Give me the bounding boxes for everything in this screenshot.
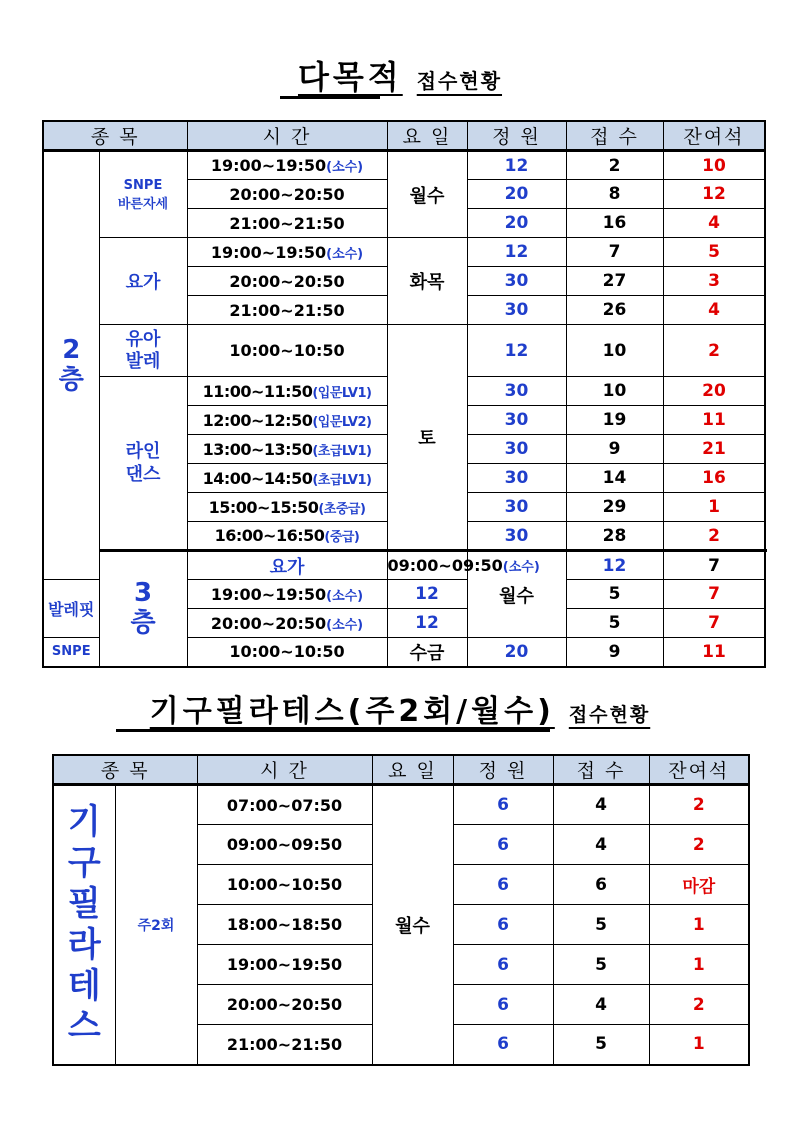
header-capacity: 정 원	[453, 755, 553, 785]
capacity-cell: 20	[467, 180, 566, 209]
capacity-cell: 30	[467, 435, 566, 464]
header-time: 시 간	[187, 121, 387, 151]
applied-cell: 19	[566, 406, 663, 435]
capacity-cell: 6	[453, 1025, 553, 1065]
remaining-cell: 마감	[649, 865, 749, 905]
table-header-row	[53, 755, 749, 785]
capacity-cell: 30	[467, 464, 566, 493]
time-cell: 07:00~07:50	[197, 785, 372, 825]
applied-cell: 14	[566, 464, 663, 493]
time-suffix: (소수)	[502, 560, 540, 575]
capacity-cell: 6	[453, 785, 553, 825]
time-cell: 20:00~20:50	[197, 985, 372, 1025]
table-row	[43, 325, 765, 377]
remaining-cell: 2	[649, 985, 749, 1025]
remaining-cell: 2	[663, 325, 765, 377]
category-yoga-3f: 요가	[187, 551, 387, 580]
title-sub: 접수현황	[568, 704, 651, 726]
category-kids-ballet: 유아 발레	[99, 325, 187, 377]
time-cell	[187, 296, 387, 325]
day-cell: 토	[387, 325, 467, 551]
time-text: 15:00~15:50	[208, 497, 319, 517]
frequency-cell: 주2회	[115, 785, 197, 1065]
time-cell	[187, 151, 387, 180]
time-text: 19:00~19:50	[210, 242, 327, 262]
applied-cell: 4	[553, 985, 649, 1025]
applied-cell: 26	[566, 296, 663, 325]
time-suffix: (소수)	[326, 160, 364, 175]
category-snpe: SNPE	[43, 638, 99, 667]
capacity-cell: 20	[467, 638, 566, 667]
category-snpe-posture: SNPE 바른자세	[99, 151, 187, 238]
time-cell	[187, 377, 387, 406]
header-capacity: 정 원	[467, 121, 566, 151]
title-equipment-pilates	[0, 686, 800, 730]
time-cell	[387, 551, 540, 580]
table-row	[43, 238, 765, 267]
table-header-row	[43, 121, 765, 151]
capacity-cell: 12	[467, 238, 566, 267]
applied-cell: 8	[566, 180, 663, 209]
title-main: 기구필라테스(주2회/월수)	[149, 694, 555, 729]
time-cell	[187, 464, 387, 493]
header-day: 요 일	[387, 121, 467, 151]
time-cell	[187, 522, 387, 551]
time-cell: 09:00~09:50	[197, 825, 372, 865]
capacity-cell: 12	[387, 609, 467, 638]
applied-cell: 5	[566, 580, 663, 609]
remaining-cell: 16	[663, 464, 765, 493]
time-suffix: (소수)	[326, 617, 364, 633]
time-cell	[187, 209, 387, 238]
remaining-cell: 11	[663, 638, 765, 667]
capacity-cell: 30	[467, 522, 566, 551]
remaining-cell: 21	[663, 435, 765, 464]
capacity-cell: 6	[453, 905, 553, 945]
floor-2-label: 2 층	[43, 151, 99, 580]
applied-cell: 9	[566, 638, 663, 667]
header-time: 시 간	[197, 755, 372, 785]
title-main: 다목적	[297, 58, 403, 96]
time-cell: 10:00~10:50	[187, 638, 387, 667]
remaining-cell: 5	[663, 238, 765, 267]
time-text: 20:00~20:50	[229, 184, 345, 204]
applied-cell: 2	[566, 151, 663, 180]
table-row	[43, 551, 765, 580]
applied-cell: 5	[553, 945, 649, 985]
capacity-cell: 6	[453, 825, 553, 865]
category-balletfit: 발레핏	[43, 580, 99, 638]
header-day: 요 일	[372, 755, 453, 785]
remaining-cell: 2	[649, 825, 749, 865]
time-suffix: (초급LV1)	[312, 472, 372, 488]
header-applied: 접 수	[553, 755, 649, 785]
category-yoga: 요가	[99, 238, 187, 325]
applied-cell: 10	[566, 377, 663, 406]
time-cell: 21:00~21:50	[197, 1025, 372, 1065]
remaining-cell: 10	[663, 151, 765, 180]
day-cell: 월수	[387, 151, 467, 238]
applied-cell: 4	[553, 785, 649, 825]
time-cell	[187, 406, 387, 435]
time-cell	[187, 493, 387, 522]
remaining-cell: 11	[663, 406, 765, 435]
table-row	[53, 785, 749, 825]
remaining-cell: 1	[649, 945, 749, 985]
capacity-cell: 12	[467, 325, 566, 377]
remaining-cell: 4	[663, 209, 765, 238]
remaining-cell: 20	[663, 377, 765, 406]
time-suffix: (입문LV2)	[312, 414, 372, 430]
floor-3-label: 3 층	[99, 551, 187, 667]
title-multipurpose	[0, 52, 800, 98]
time-text: 21:00~21:50	[229, 300, 345, 320]
day-cell: 월수	[467, 551, 566, 638]
day-cell: 화목	[387, 238, 467, 325]
capacity-cell: 30	[467, 377, 566, 406]
title-underline	[280, 96, 380, 99]
applied-cell: 10	[566, 325, 663, 377]
header-remaining: 잔여석	[649, 755, 749, 785]
time-cell	[187, 580, 387, 609]
multipurpose-schedule-table	[42, 120, 766, 668]
header-category: 종 목	[43, 121, 187, 151]
pilates-schedule-table	[52, 754, 750, 1066]
time-suffix: (입문LV1)	[312, 385, 372, 401]
remaining-cell: 2	[663, 522, 765, 551]
applied-cell: 7	[566, 238, 663, 267]
remaining-cell: 2	[649, 785, 749, 825]
time-text: 09:00~09:50	[387, 556, 503, 575]
time-text: 21:00~21:50	[229, 213, 345, 233]
applied-cell: 29	[566, 493, 663, 522]
capacity-cell: 12	[566, 551, 663, 580]
time-text: 20:00~20:50	[229, 271, 345, 291]
time-cell	[187, 238, 387, 267]
time-cell	[187, 180, 387, 209]
header-remaining: 잔여석	[663, 121, 765, 151]
day-cell: 수금	[387, 638, 467, 667]
header-category: 종 목	[53, 755, 197, 785]
remaining-cell: 12	[663, 180, 765, 209]
applied-cell: 5	[566, 609, 663, 638]
time-suffix: (초급LV1)	[312, 443, 372, 459]
time-suffix: (소수)	[326, 588, 364, 604]
time-suffix: (초중급)	[318, 501, 366, 517]
remaining-cell: 4	[663, 296, 765, 325]
capacity-cell: 6	[453, 865, 553, 905]
time-text: 12:00~12:50	[202, 410, 313, 430]
remaining-cell: 7	[663, 580, 765, 609]
time-text: 19:00~19:50	[210, 584, 327, 604]
remaining-cell: 3	[663, 267, 765, 296]
time-cell: 10:00~10:50	[197, 865, 372, 905]
equipment-pilates-label: 기 구 필 라 테 스	[53, 785, 115, 1065]
header-applied: 접 수	[566, 121, 663, 151]
applied-cell: 27	[566, 267, 663, 296]
time-text: 13:00~13:50	[202, 439, 313, 459]
applied-cell: 5	[553, 1025, 649, 1065]
time-text: 19:00~19:50	[210, 156, 327, 175]
table-row	[43, 151, 765, 180]
capacity-cell: 20	[467, 209, 566, 238]
time-cell	[187, 267, 387, 296]
capacity-cell: 30	[467, 493, 566, 522]
time-text: 14:00~14:50	[202, 468, 313, 488]
capacity-cell: 12	[467, 151, 566, 180]
time-text: 16:00~16:50	[214, 526, 325, 545]
applied-cell: 4	[553, 825, 649, 865]
applied-cell: 6	[553, 865, 649, 905]
capacity-cell: 30	[467, 267, 566, 296]
remaining-cell: 1	[663, 493, 765, 522]
time-cell: 19:00~19:50	[197, 945, 372, 985]
applied-cell: 28	[566, 522, 663, 551]
category-line-dance: 라인 댄스	[99, 377, 187, 551]
time-text: 11:00~11:50	[202, 381, 313, 401]
time-cell: 10:00~10:50	[187, 325, 387, 377]
capacity-cell: 30	[467, 296, 566, 325]
remaining-cell: 1	[649, 1025, 749, 1065]
time-suffix: (소수)	[326, 246, 364, 262]
title-underline	[116, 729, 550, 732]
time-text: 20:00~20:50	[210, 613, 327, 633]
capacity-cell: 30	[467, 406, 566, 435]
remaining-cell: 1	[649, 905, 749, 945]
day-cell: 월수	[372, 785, 453, 1065]
capacity-cell: 6	[453, 945, 553, 985]
capacity-cell: 12	[387, 580, 467, 609]
applied-cell: 7	[663, 551, 765, 580]
applied-cell: 5	[553, 905, 649, 945]
remaining-cell: 7	[663, 609, 765, 638]
time-cell	[187, 609, 387, 638]
time-cell: 18:00~18:50	[197, 905, 372, 945]
applied-cell: 9	[566, 435, 663, 464]
time-cell	[187, 435, 387, 464]
capacity-cell: 6	[453, 985, 553, 1025]
applied-cell: 16	[566, 209, 663, 238]
title-sub: 접수현황	[416, 69, 503, 93]
time-suffix: (중급)	[324, 530, 360, 545]
